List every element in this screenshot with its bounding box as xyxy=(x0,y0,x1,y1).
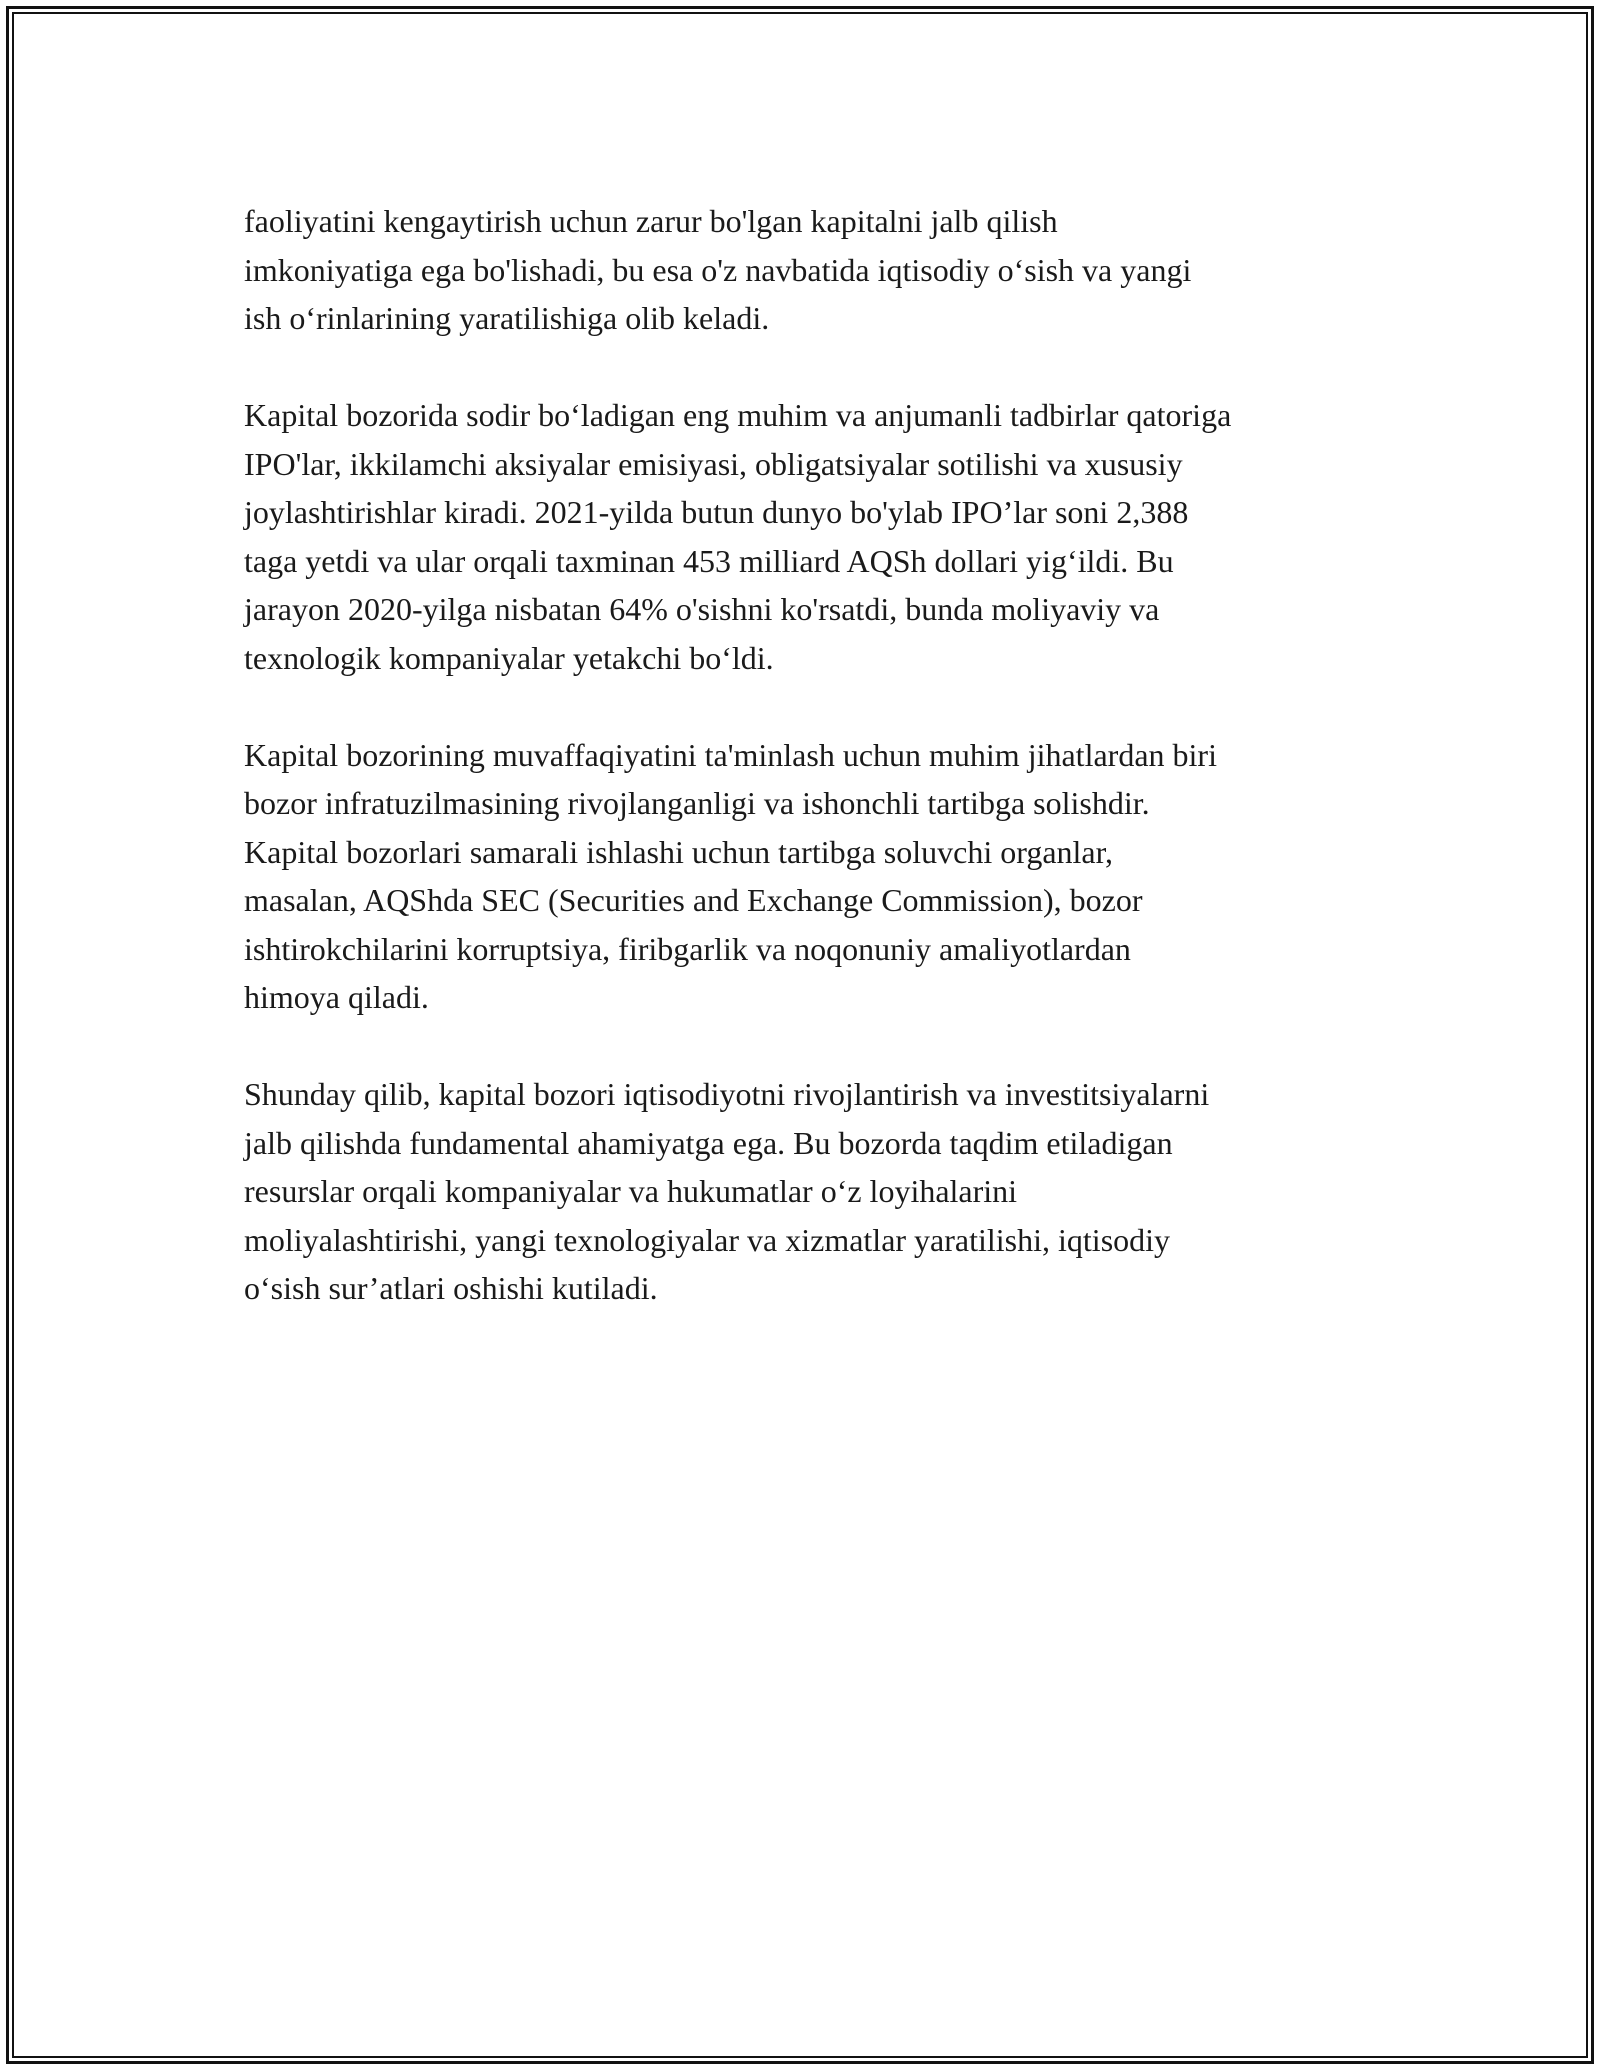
text-line: Kapital bozorlari samarali ishlashi uchun tartibga soluvchi organlar, xyxy=(244,833,1113,870)
text-line: faoliyatini kengaytirish uchun zarur bo'lgan kapitalni jalb qilish xyxy=(244,203,1058,239)
paragraph-1 xyxy=(244,197,1404,343)
text-line: masalan, AQShda SEC (Securities and Exchange Commission), bozor xyxy=(244,882,1143,918)
page-border xyxy=(6,6,1594,2064)
text-line: ishtirokchilarini korruptsiya, firibgarlik va noqonuniy amaliyotlardan xyxy=(244,930,1131,967)
text-line: jarayon 2020-yilga nisbatan 64% o'sishni ko'rsatdi, bunda moliyaviy va xyxy=(244,591,1160,627)
text-line: Shunday qilib, kapital bozori iqtisodiyotni rivojlantirish va investitsiyalarni xyxy=(244,1076,1210,1112)
paragraph-4 xyxy=(244,1070,1404,1313)
text-line: jalb qilishda fundamental ahamiyatga ega. Bu bozorda taqdim etiladigan xyxy=(244,1124,1173,1161)
text-line: moliyalashtirishi, yangi texnologiyalar va xizmatlar yaratilishi, iqtisodiy xyxy=(244,1221,1171,1258)
paragraph-3 xyxy=(244,731,1404,1022)
text-line: joylashtirishlar kiradi. 2021-yilda butun dunyo bo'ylab IPO’lar soni 2,388 xyxy=(244,494,1189,530)
text-line: Kapital bozorining muvaffaqiyatini ta'minlash uchun muhim jihatlardan biri xyxy=(244,736,1217,773)
text-line: bozor infratuzilmasining rivojlanganligi va ishonchli tartibga solishdir. xyxy=(244,785,1150,821)
text-line: taga yetdi va ular orqali taxminan 453 milliard AQSh dollari yig‘ildi. Bu xyxy=(244,542,1174,579)
text-line: ish o‘rinlarining yaratilishiga olib keladi. xyxy=(244,300,770,336)
text-line: Kapital bozorida sodir bo‘ladigan eng muhim va anjumanli tadbirlar qatoriga xyxy=(244,397,1232,433)
text-line: o‘sish sur’atlari oshishi kutiladi. xyxy=(244,1270,658,1306)
document-body xyxy=(244,197,1404,1313)
text-line: texnologik kompaniyalar yetakchi bo‘ldi. xyxy=(244,639,774,676)
text-line: IPO'lar, ikkilamchi aksiyalar emisiyasi, obligatsiyalar sotilishi va xususiy xyxy=(244,445,1183,482)
text-line: imkoniyatiga ega bo'lishadi, bu esa o'z navbatida iqtisodiy o‘sish va yangi xyxy=(244,251,1192,288)
text-line: resurslar orqali kompaniyalar va hukumatlar o‘z loyihalarini xyxy=(244,1173,1018,1209)
paragraph-2 xyxy=(244,391,1404,682)
text-line: himoya qiladi. xyxy=(244,979,429,1015)
